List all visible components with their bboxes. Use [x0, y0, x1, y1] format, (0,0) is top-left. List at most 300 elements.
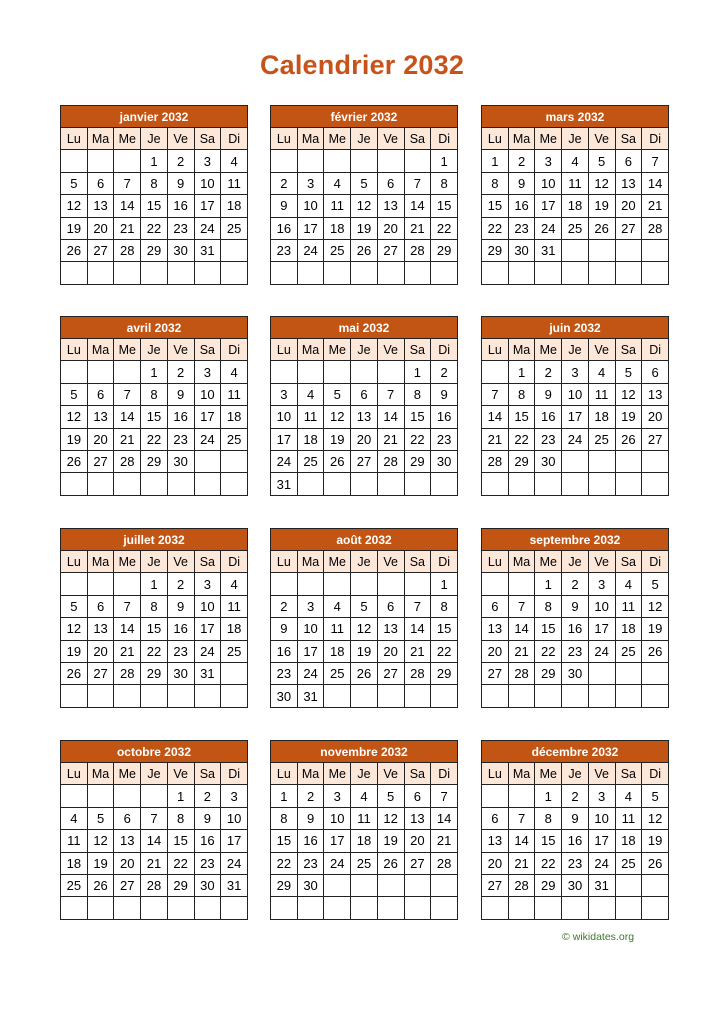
- empty-cell: [615, 262, 642, 284]
- day-cell: 26: [61, 662, 88, 684]
- day-cell: 5: [642, 785, 669, 807]
- day-cell: 8: [508, 383, 535, 405]
- week-row: [482, 361, 669, 383]
- weekday-label: Ve: [377, 763, 404, 785]
- day-cell: 18: [562, 195, 589, 217]
- week-row: [271, 685, 458, 707]
- empty-cell: [431, 874, 458, 896]
- day-cell: 25: [562, 217, 589, 239]
- day-cell: 27: [615, 217, 642, 239]
- empty-cell: [562, 685, 589, 707]
- day-cell: 4: [297, 383, 324, 405]
- month-table: [481, 338, 669, 496]
- day-cell: 1: [431, 573, 458, 595]
- day-cell: 12: [351, 618, 378, 640]
- month-title: décembre 2032: [481, 740, 669, 762]
- day-cell: 8: [535, 595, 562, 617]
- empty-cell: [482, 473, 509, 495]
- day-cell: 16: [167, 406, 194, 428]
- empty-cell: [508, 685, 535, 707]
- empty-cell: [642, 874, 669, 896]
- day-cell: 21: [114, 640, 141, 662]
- day-cell: 17: [194, 195, 221, 217]
- empty-cell: [167, 685, 194, 707]
- day-cell: 4: [562, 150, 589, 172]
- empty-cell: [271, 361, 298, 383]
- week-row: [271, 217, 458, 239]
- weekday-header-row: [271, 339, 458, 361]
- day-cell: 8: [431, 595, 458, 617]
- day-cell: 17: [562, 406, 589, 428]
- weekday-label: Ve: [377, 128, 404, 150]
- day-cell: 2: [271, 172, 298, 194]
- month-title: février 2032: [270, 105, 458, 127]
- day-cell: 15: [141, 195, 168, 217]
- week-row: [482, 874, 669, 896]
- day-cell: 15: [482, 195, 509, 217]
- day-cell: 13: [377, 195, 404, 217]
- week-row: [61, 830, 248, 852]
- day-cell: 3: [271, 383, 298, 405]
- weekday-label: Lu: [271, 339, 298, 361]
- day-cell: 27: [404, 852, 431, 874]
- day-cell: 24: [297, 239, 324, 261]
- day-cell: 6: [114, 807, 141, 829]
- empty-cell: [114, 150, 141, 172]
- day-cell: 29: [141, 450, 168, 472]
- weekday-label: Lu: [271, 128, 298, 150]
- day-cell: 21: [114, 217, 141, 239]
- day-cell: 6: [404, 785, 431, 807]
- day-cell: 30: [508, 239, 535, 261]
- day-cell: 9: [271, 618, 298, 640]
- week-row: [482, 150, 669, 172]
- weekday-label: Je: [141, 551, 168, 573]
- day-cell: 28: [114, 450, 141, 472]
- empty-cell: [404, 150, 431, 172]
- weekday-label: Je: [562, 128, 589, 150]
- day-cell: 29: [141, 662, 168, 684]
- day-cell: 14: [404, 618, 431, 640]
- day-cell: 10: [297, 618, 324, 640]
- day-cell: 15: [535, 618, 562, 640]
- empty-cell: [562, 897, 589, 919]
- day-cell: 23: [508, 217, 535, 239]
- empty-cell: [642, 239, 669, 261]
- day-cell: 4: [221, 361, 248, 383]
- day-cell: 17: [535, 195, 562, 217]
- day-cell: 25: [221, 640, 248, 662]
- day-cell: 20: [87, 217, 114, 239]
- day-cell: 3: [588, 573, 615, 595]
- weekday-header-row: [271, 128, 458, 150]
- day-cell: 22: [535, 852, 562, 874]
- week-row: [271, 150, 458, 172]
- day-cell: 19: [351, 640, 378, 662]
- day-cell: 15: [141, 406, 168, 428]
- day-cell: 3: [562, 361, 589, 383]
- empty-cell: [351, 573, 378, 595]
- weekday-label: Me: [114, 763, 141, 785]
- empty-cell: [141, 785, 168, 807]
- month-title: octobre 2032: [60, 740, 248, 762]
- day-cell: 11: [324, 618, 351, 640]
- day-cell: 5: [351, 595, 378, 617]
- day-cell: 1: [431, 150, 458, 172]
- day-cell: 12: [324, 406, 351, 428]
- day-cell: 16: [271, 217, 298, 239]
- day-cell: 10: [194, 595, 221, 617]
- empty-cell: [194, 685, 221, 707]
- empty-cell: [615, 685, 642, 707]
- empty-cell: [324, 874, 351, 896]
- empty-cell: [615, 473, 642, 495]
- weekday-label: Lu: [61, 128, 88, 150]
- day-cell: 18: [324, 640, 351, 662]
- day-cell: 18: [221, 618, 248, 640]
- day-cell: 20: [87, 428, 114, 450]
- week-row: [271, 573, 458, 595]
- day-cell: 1: [404, 361, 431, 383]
- empty-cell: [114, 361, 141, 383]
- week-row: [482, 662, 669, 684]
- day-cell: 21: [141, 852, 168, 874]
- weekday-label: Je: [351, 763, 378, 785]
- weekday-label: Lu: [61, 339, 88, 361]
- week-row: [61, 473, 248, 495]
- day-cell: 15: [431, 195, 458, 217]
- empty-cell: [114, 897, 141, 919]
- day-cell: 27: [351, 450, 378, 472]
- week-row: [271, 874, 458, 896]
- day-cell: 12: [377, 807, 404, 829]
- day-cell: 10: [194, 383, 221, 405]
- day-cell: 11: [615, 595, 642, 617]
- week-row: [271, 785, 458, 807]
- day-cell: 31: [297, 685, 324, 707]
- day-cell: 18: [297, 428, 324, 450]
- month-title: septembre 2032: [481, 528, 669, 550]
- day-cell: 27: [87, 662, 114, 684]
- week-row: [61, 428, 248, 450]
- day-cell: 8: [404, 383, 431, 405]
- weekday-header-row: [482, 551, 669, 573]
- empty-cell: [351, 897, 378, 919]
- day-cell: 5: [377, 785, 404, 807]
- month-block: [60, 740, 248, 920]
- week-row: [271, 473, 458, 495]
- day-cell: 15: [508, 406, 535, 428]
- day-cell: 22: [167, 852, 194, 874]
- empty-cell: [377, 874, 404, 896]
- day-cell: 23: [167, 217, 194, 239]
- month-block: [481, 316, 669, 496]
- week-row: [61, 685, 248, 707]
- week-row: [482, 428, 669, 450]
- empty-cell: [588, 262, 615, 284]
- weekday-label: Sa: [615, 339, 642, 361]
- day-cell: 13: [404, 807, 431, 829]
- empty-cell: [482, 897, 509, 919]
- week-row: [61, 785, 248, 807]
- empty-cell: [194, 262, 221, 284]
- day-cell: 7: [431, 785, 458, 807]
- day-cell: 4: [324, 172, 351, 194]
- weekday-label: Di: [221, 551, 248, 573]
- day-cell: 8: [535, 807, 562, 829]
- day-cell: 26: [61, 239, 88, 261]
- day-cell: 25: [588, 428, 615, 450]
- weekday-label: Me: [114, 551, 141, 573]
- day-cell: 22: [404, 428, 431, 450]
- day-cell: 5: [61, 383, 88, 405]
- footer-text[interactable]: wikidates.org: [572, 931, 635, 943]
- day-cell: 24: [194, 217, 221, 239]
- day-cell: 13: [482, 830, 509, 852]
- empty-cell: [271, 150, 298, 172]
- empty-cell: [61, 473, 88, 495]
- day-cell: 13: [87, 406, 114, 428]
- day-cell: 14: [404, 195, 431, 217]
- empty-cell: [351, 874, 378, 896]
- day-cell: 6: [482, 595, 509, 617]
- week-row: [271, 618, 458, 640]
- day-cell: 29: [535, 662, 562, 684]
- day-cell: 16: [508, 195, 535, 217]
- day-cell: 15: [271, 830, 298, 852]
- day-cell: 25: [297, 450, 324, 472]
- week-row: [482, 450, 669, 472]
- day-cell: 4: [615, 785, 642, 807]
- day-cell: 19: [324, 428, 351, 450]
- week-row: [482, 573, 669, 595]
- week-row: [482, 640, 669, 662]
- empty-cell: [61, 685, 88, 707]
- weekday-header-row: [61, 763, 248, 785]
- week-row: [61, 807, 248, 829]
- weekday-label: Sa: [404, 763, 431, 785]
- weekday-header-row: [482, 128, 669, 150]
- weekday-label: Lu: [271, 551, 298, 573]
- day-cell: 25: [324, 239, 351, 261]
- day-cell: 23: [562, 852, 589, 874]
- day-cell: 26: [351, 239, 378, 261]
- day-cell: 16: [271, 640, 298, 662]
- day-cell: 21: [404, 640, 431, 662]
- weekday-label: Sa: [194, 128, 221, 150]
- day-cell: 2: [271, 595, 298, 617]
- day-cell: 18: [221, 406, 248, 428]
- empty-cell: [297, 573, 324, 595]
- weekday-label: Ma: [297, 763, 324, 785]
- empty-cell: [377, 262, 404, 284]
- day-cell: 24: [588, 852, 615, 874]
- weekday-label: Sa: [615, 128, 642, 150]
- day-cell: 12: [61, 618, 88, 640]
- day-cell: 10: [588, 807, 615, 829]
- day-cell: 24: [535, 217, 562, 239]
- day-cell: 3: [194, 573, 221, 595]
- day-cell: 25: [351, 852, 378, 874]
- day-cell: 17: [324, 830, 351, 852]
- day-cell: 7: [508, 595, 535, 617]
- weekday-label: Ve: [588, 763, 615, 785]
- day-cell: 14: [114, 618, 141, 640]
- weekday-label: Ma: [87, 763, 114, 785]
- empty-cell: [297, 150, 324, 172]
- day-cell: 23: [194, 852, 221, 874]
- day-cell: 14: [431, 807, 458, 829]
- day-cell: 27: [482, 874, 509, 896]
- week-row: [271, 450, 458, 472]
- day-cell: 2: [562, 573, 589, 595]
- empty-cell: [271, 262, 298, 284]
- day-cell: 22: [141, 640, 168, 662]
- weekday-label: Di: [431, 339, 458, 361]
- day-cell: 20: [615, 195, 642, 217]
- week-row: [482, 239, 669, 261]
- empty-cell: [87, 473, 114, 495]
- week-row: [61, 217, 248, 239]
- day-cell: 13: [87, 618, 114, 640]
- weekday-label: Lu: [482, 763, 509, 785]
- day-cell: 3: [221, 785, 248, 807]
- empty-cell: [562, 450, 589, 472]
- weekday-label: Me: [535, 128, 562, 150]
- day-cell: 19: [87, 852, 114, 874]
- day-cell: 18: [61, 852, 88, 874]
- day-cell: 24: [271, 450, 298, 472]
- week-row: [271, 640, 458, 662]
- day-cell: 6: [377, 172, 404, 194]
- week-row: [271, 239, 458, 261]
- day-cell: 6: [87, 172, 114, 194]
- weekday-label: Di: [431, 128, 458, 150]
- day-cell: 1: [535, 573, 562, 595]
- weekday-label: Je: [351, 128, 378, 150]
- weekday-label: Sa: [404, 128, 431, 150]
- day-cell: 19: [588, 195, 615, 217]
- day-cell: 5: [61, 172, 88, 194]
- week-row: [482, 618, 669, 640]
- day-cell: 2: [508, 150, 535, 172]
- day-cell: 2: [535, 361, 562, 383]
- day-cell: 24: [194, 428, 221, 450]
- empty-cell: [562, 473, 589, 495]
- day-cell: 5: [588, 150, 615, 172]
- day-cell: 18: [615, 618, 642, 640]
- day-cell: 3: [194, 361, 221, 383]
- day-cell: 10: [324, 807, 351, 829]
- day-cell: 7: [141, 807, 168, 829]
- day-cell: 28: [114, 662, 141, 684]
- page-title: Calendrier 2032: [259, 50, 465, 80]
- week-row: [61, 897, 248, 919]
- day-cell: 5: [351, 172, 378, 194]
- weekday-label: Ma: [508, 763, 535, 785]
- weekday-label: Ve: [167, 763, 194, 785]
- day-cell: 27: [114, 874, 141, 896]
- day-cell: 1: [271, 785, 298, 807]
- day-cell: 22: [141, 428, 168, 450]
- month-table: [270, 338, 458, 496]
- weekday-label: Ve: [377, 339, 404, 361]
- day-cell: 25: [61, 874, 88, 896]
- week-row: [271, 195, 458, 217]
- week-row: [61, 874, 248, 896]
- day-cell: 13: [351, 406, 378, 428]
- day-cell: 11: [221, 595, 248, 617]
- day-cell: 28: [377, 450, 404, 472]
- week-row: [482, 406, 669, 428]
- week-row: [482, 172, 669, 194]
- day-cell: 19: [61, 428, 88, 450]
- day-cell: 10: [588, 595, 615, 617]
- day-cell: 13: [482, 618, 509, 640]
- empty-cell: [642, 685, 669, 707]
- day-cell: 6: [482, 807, 509, 829]
- empty-cell: [508, 473, 535, 495]
- week-row: [61, 640, 248, 662]
- empty-cell: [221, 450, 248, 472]
- week-row: [271, 406, 458, 428]
- empty-cell: [562, 239, 589, 261]
- empty-cell: [351, 361, 378, 383]
- day-cell: 27: [377, 662, 404, 684]
- empty-cell: [87, 361, 114, 383]
- day-cell: 1: [141, 573, 168, 595]
- day-cell: 1: [508, 361, 535, 383]
- week-row: [271, 897, 458, 919]
- empty-cell: [562, 262, 589, 284]
- day-cell: 30: [297, 874, 324, 896]
- empty-cell: [114, 785, 141, 807]
- day-cell: 8: [167, 807, 194, 829]
- day-cell: 2: [167, 361, 194, 383]
- day-cell: 24: [194, 640, 221, 662]
- day-cell: 23: [167, 640, 194, 662]
- day-cell: 29: [404, 450, 431, 472]
- empty-cell: [324, 361, 351, 383]
- month-title: juillet 2032: [60, 528, 248, 550]
- empty-cell: [588, 662, 615, 684]
- day-cell: 21: [642, 195, 669, 217]
- empty-cell: [324, 573, 351, 595]
- day-cell: 5: [61, 595, 88, 617]
- empty-cell: [615, 450, 642, 472]
- empty-cell: [221, 897, 248, 919]
- day-cell: 6: [87, 595, 114, 617]
- day-cell: 20: [114, 852, 141, 874]
- footer-credit[interactable]: [562, 931, 634, 943]
- day-cell: 24: [324, 852, 351, 874]
- weekday-label: Di: [431, 763, 458, 785]
- day-cell: 1: [482, 150, 509, 172]
- day-cell: 26: [351, 662, 378, 684]
- copyright-icon: ©: [562, 931, 570, 943]
- day-cell: 31: [271, 473, 298, 495]
- day-cell: 3: [535, 150, 562, 172]
- day-cell: 22: [271, 852, 298, 874]
- day-cell: 28: [642, 217, 669, 239]
- weekday-label: Me: [535, 763, 562, 785]
- month-block: [481, 740, 669, 920]
- day-cell: 20: [351, 428, 378, 450]
- weekday-label: Di: [431, 551, 458, 573]
- day-cell: 12: [61, 195, 88, 217]
- empty-cell: [221, 262, 248, 284]
- empty-cell: [167, 473, 194, 495]
